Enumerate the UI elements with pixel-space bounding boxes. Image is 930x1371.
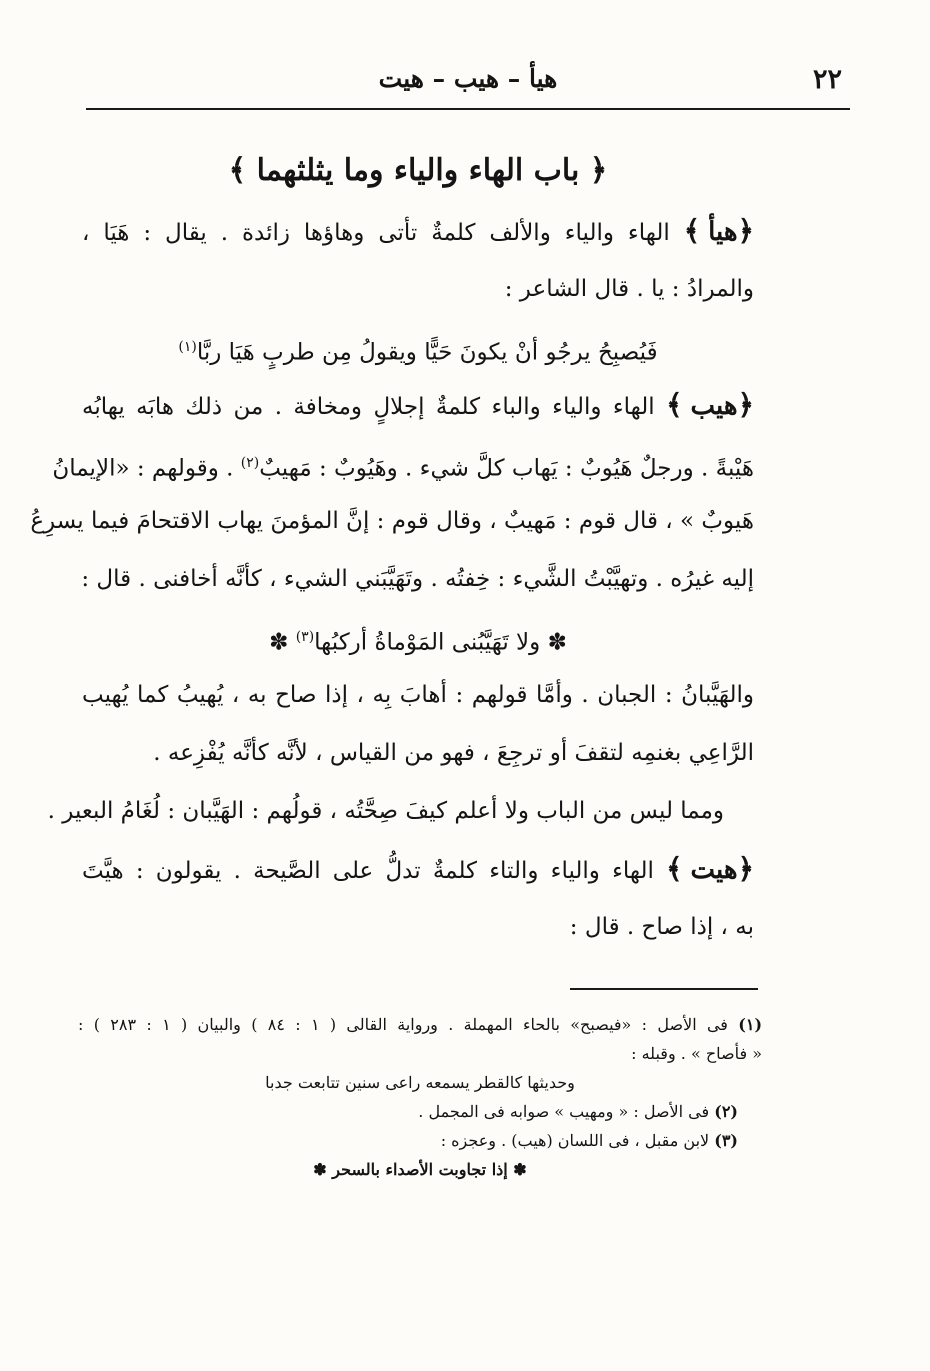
footnote-1-line-1 [78,1010,762,1039]
hayb-verse [82,608,754,666]
entry-hayt-line-2: به ، إذا صاح . قال : [569,914,754,940]
entry-hayb-line-4: إليه غيرُه . وتهيَّبْتُ الشَّيء : خِفتُه . وتَهَيَّبَني الشيء ، كأنَّه أخافنى . قال : [81,566,754,592]
footnote-3 [78,1126,762,1155]
footnote-3-verse-text: إذا تجاوبت الأصداء بالسحر [332,1160,508,1179]
entry-hayb-text-2b: . وقولهم : «الإيمانُ [52,455,234,482]
ornament-bracket-close: ﴾ [666,388,683,421]
entry-haya-text-1: الهاء والياء والألف كلمةٌ تأتى وهاؤها زائدة . يقال : هَيَا ، [82,220,670,246]
ornament-bracket-close: ﴾ [666,852,683,885]
entry-hayb-line-7: ومما ليس من الباب ولا أعلم كيفَ صِحَّتُه ، قولُهم : الهَيَّبان : لُغَامُ البعير . [47,798,724,824]
footnote-ref-3: (٣) [295,629,315,645]
body-text [30,140,755,956]
footnote-divider [570,988,758,990]
footnote-2-text: فى الأصل : « ومهيب » صوابه فى المجمل . [418,1102,710,1121]
footnote-2 [78,1097,762,1126]
entry-hayb-line-1 [82,376,754,434]
chapter-title: ﴿ باب الهاء والياء وما يثلثهما ﴾ [228,153,608,188]
headword-hayt: هيت [690,855,738,885]
footnotes [78,1010,762,1184]
haya-verse-text: فَيُصبِحُ يرجُو أنْ يكونَ حَيًّا ويقولُ مِن طربٍ هَيَا ربَّا [196,339,658,366]
footnote-1-verse: وحديثها كالقطر يسمعه راعى سنين تتابعت جدبا [265,1073,575,1092]
footnote-2-number: (٢) [714,1102,738,1121]
headword-hayb: هيب [690,391,738,421]
haya-verse [82,318,754,376]
entry-hayb-line-2 [52,434,754,492]
footnote-ref-2: (٢) [240,455,260,471]
entry-hayb-line-6: الرَّاعِي بغنمِه لتقفَ أو ترجِعَ ، فهو من القياس ، لأنَّه كأنَّه يُفْزِعه . [153,740,754,766]
running-head: هيأ – هيب – هيت [378,64,558,93]
page-number: ٢٢ [812,64,842,95]
ornament-bracket-open: ﴿ [737,852,755,885]
entry-haya-line-2: والمرادُ : يا . قال الشاعر : [504,276,754,302]
ornament-bracket-close: ﴾ [683,214,701,247]
verse-star: ✽ [313,1160,333,1179]
entry-hayt-line-1 [82,840,754,898]
footnote-ref-1: (١) [178,339,197,355]
entry-haya-line-1 [82,202,754,260]
footnote-3-text: لابن مقبل ، فى اللسان (هيب) . وعجزه : [440,1131,710,1150]
footnote-3-number: (٣) [714,1131,738,1150]
verse-star: ✽ [507,1160,527,1179]
footnote-1-number: (١) [738,1015,763,1034]
entry-hayb-text-2a: هَيْبةً . ورجلٌ هَيُوبٌ : يَهاب كلَّ شيء . وهَيُوبٌ : مَهيبٌ [259,455,754,482]
footnote-1-text: فى الأصل : «فيصبح» بالحاء المهملة . ورواية القالى ( ١ : ٨٤ ) والبيان ( ١ : ٢٨٣ ) : [78,1015,728,1034]
entry-hayb-line-3: هَيوبٌ » ، قال قوم : مَهيبٌ ، وقال قوم : إنَّ المؤمنَ يهاب الاقتحامَ فيما يسرِعُ [30,508,754,534]
footnote-1-line-2: « فأصاح » . وقبله : [631,1044,762,1063]
entry-hayb-text-1: الهاء والياء والباء كلمةٌ إجلالٍ ومخافة . من ذلك هابَه يهابُه [82,394,655,420]
entry-hayt-text-1: الهاء والياء والتاء كلمةٌ تدلُّ على الصَّيحة . يقولون : هيَّتَ [82,858,654,884]
hayb-verse-text: ولا تَهَيَّبُنى المَوْماةُ أركبُها [314,629,541,656]
entry-hayb-line-5: والهَيَّبانُ : الجبان . وأمَّا قولهم : أهابَ بِه ، إذا صاح به ، يُهيبُ كما يُهيب [82,682,754,708]
page-header [86,58,850,110]
verse-star: ✽ [269,629,296,656]
headword-haya: هيأ [708,217,738,247]
ornament-bracket-open: ﴿ [737,214,754,247]
ornament-bracket-open: ﴿ [737,388,755,421]
verse-star: ✽ [540,629,567,656]
footnote-3-verse [78,1155,762,1184]
